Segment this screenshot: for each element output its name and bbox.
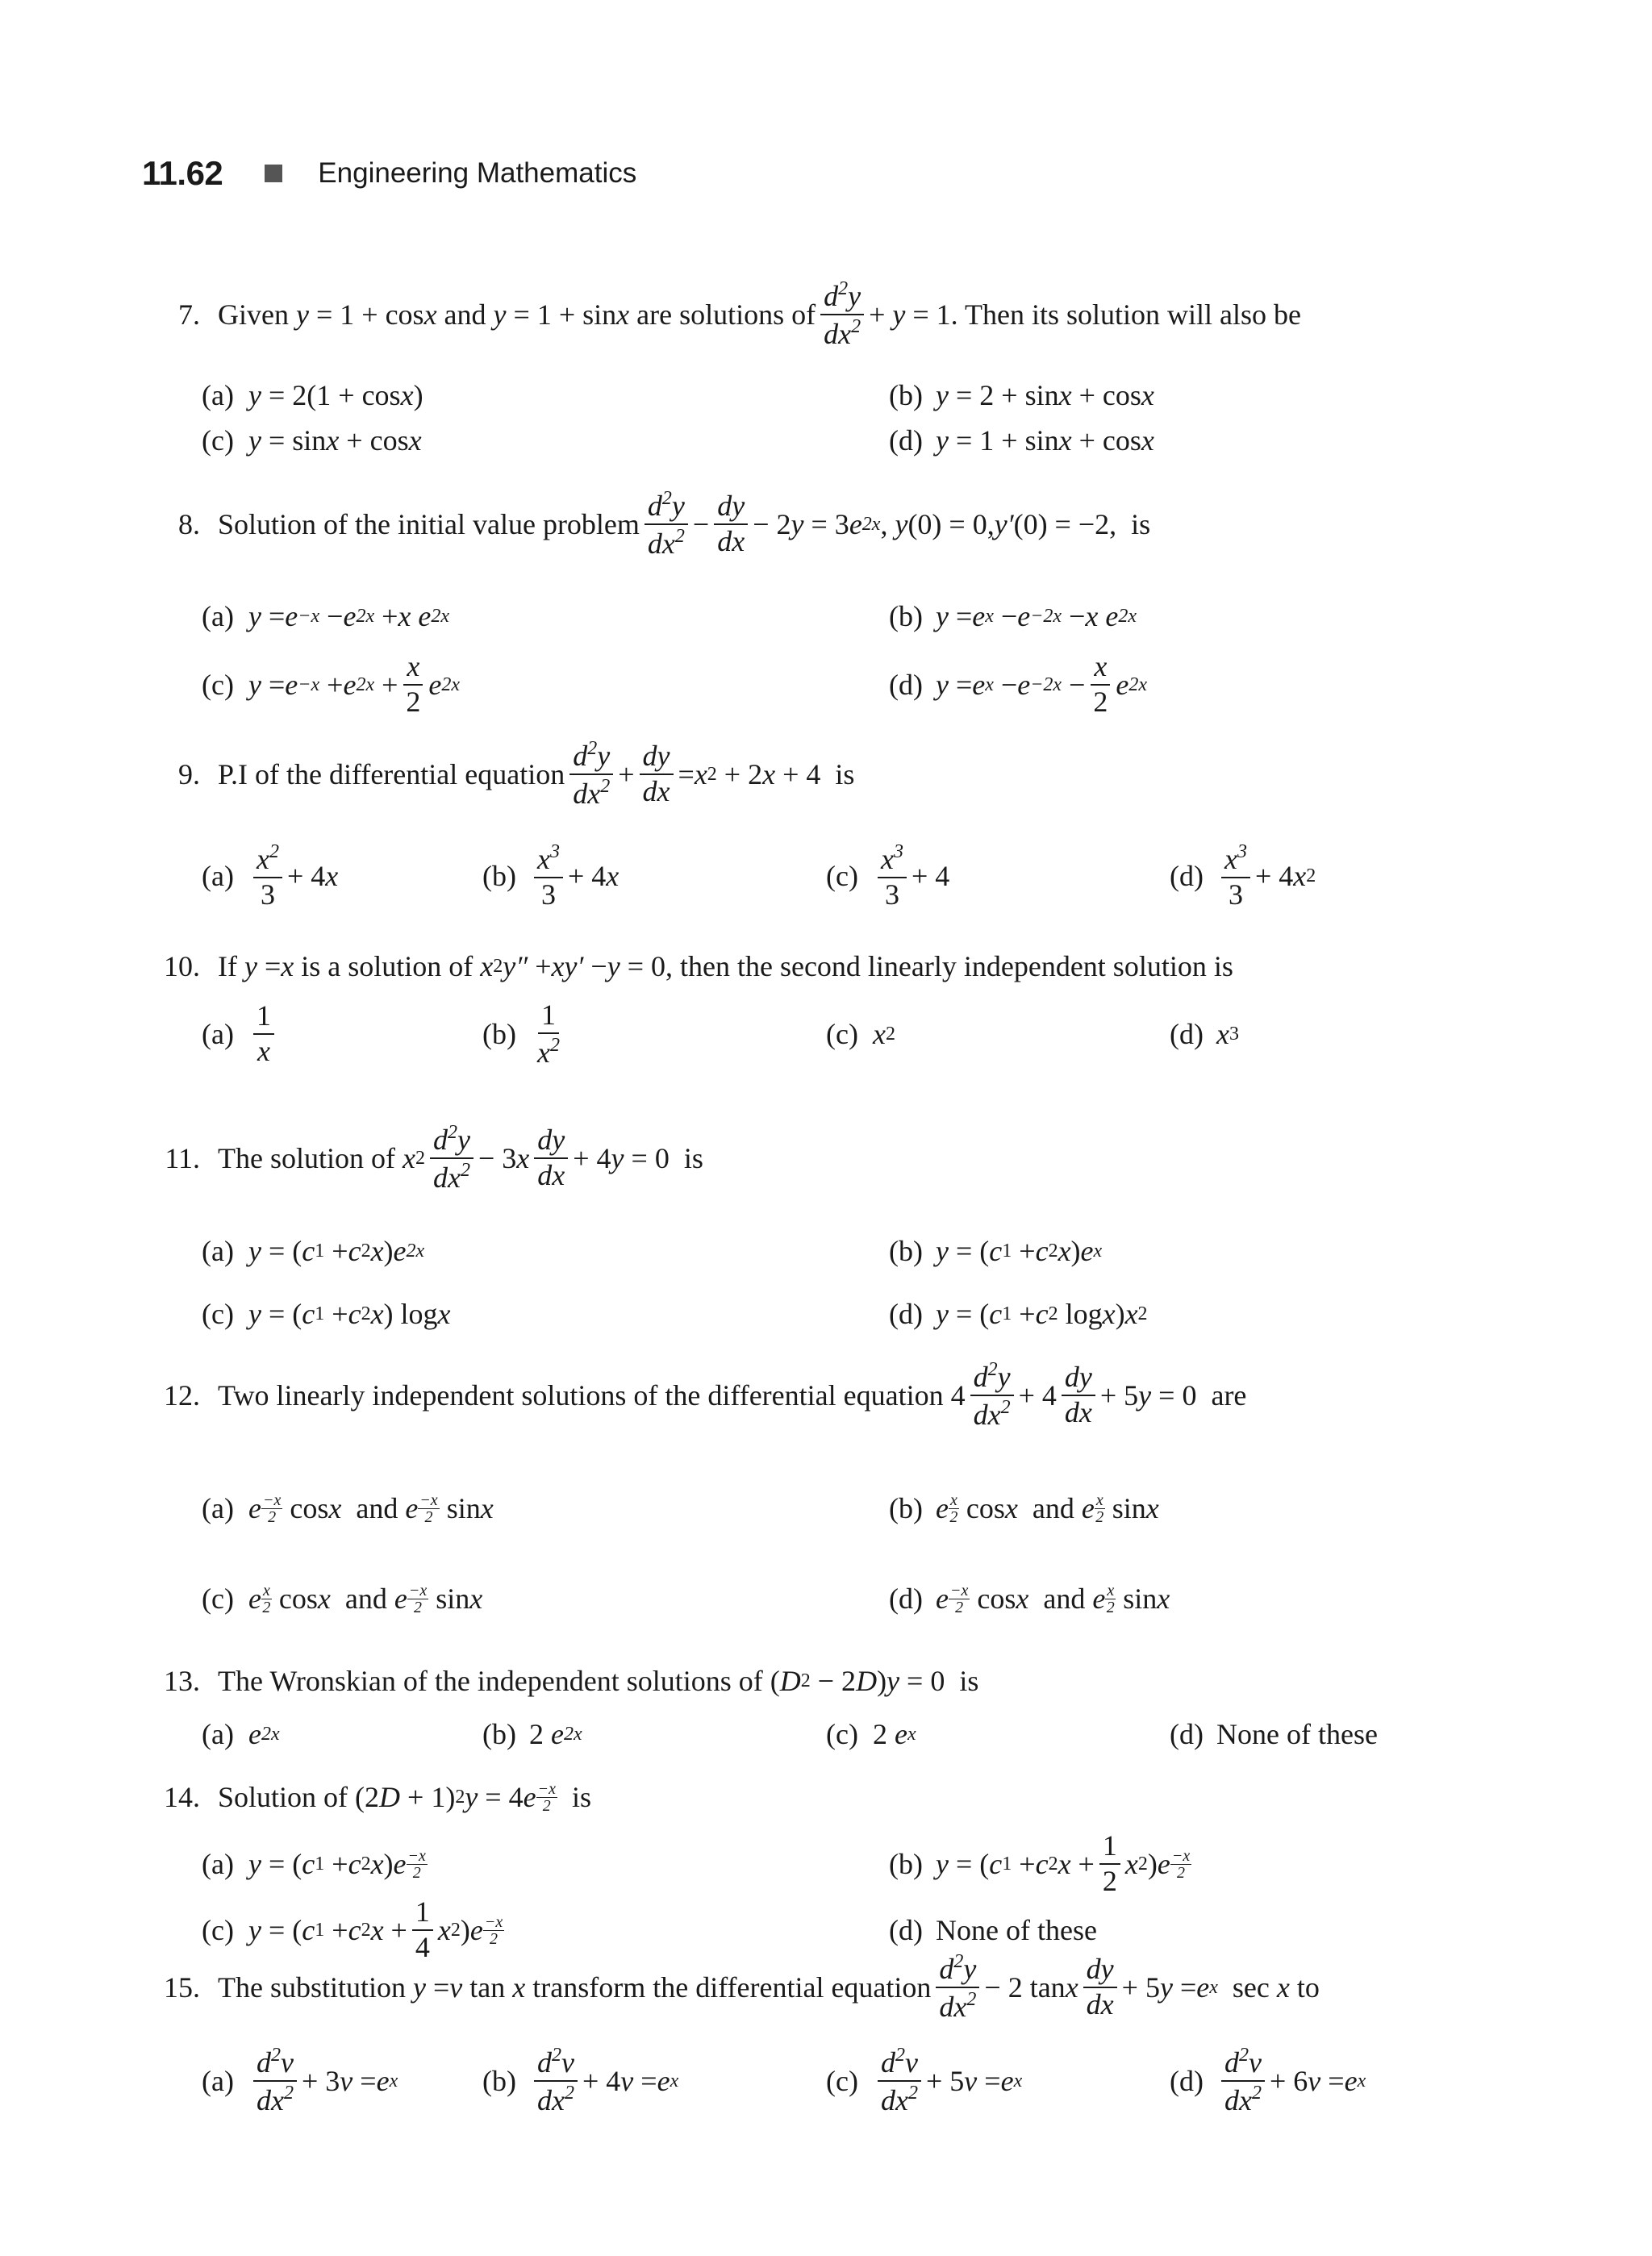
question-12 <box>139 1355 1510 1644</box>
option-a[interactable]: (a) y = 2(1 + cos x ) <box>202 379 423 411</box>
option-c[interactable]: (c) e x 2 cos x and e −x 2 sin x <box>202 1581 483 1616</box>
option-c[interactable]: (c) y = sin x + cos x <box>202 424 422 457</box>
option-d[interactable]: (d) y = e x − e −2x − $\frac{x}{2}$ e 2x <box>889 650 1148 718</box>
question-stem: 14. Solution of (2 D + 1) 2 y = 4 e −x 2 is <box>139 1766 1510 1828</box>
option-d[interactable]: (d) x 3 <box>1170 1018 1239 1050</box>
question-8 <box>139 484 1510 721</box>
option-a[interactable]: (a) e −x 2 cos x and e −x 2 sin x <box>202 1491 494 1526</box>
question-10 <box>139 944 1510 1073</box>
option-c[interactable]: (c) $\frac{d^2v}{dx^2}$ + 5 v = e x <box>826 2045 1023 2116</box>
options <box>139 1220 1510 1345</box>
option-b[interactable]: (b) $\frac{1}{x^2}$ <box>482 998 560 1069</box>
question-stem: 15. The substitution y = v tan x transform the differential equation $\frac{d^2y}{dx^2}$ − 2 tan x $\frac{dy}{dx}$ + 5 y = e x sec x to <box>139 1947 1510 2028</box>
option-b[interactable]: (b) $\frac{x^3}{3}$ + 4 x <box>482 840 620 911</box>
options <box>139 584 1510 721</box>
option-c[interactable]: (c) $\frac{x^3}{3}$ + 4 <box>826 840 950 911</box>
question-stem: 7. Given y = 1 + cos x and y = 1 + sin x are solutions of $\frac{d^2y}{dx^2}$ + y = 1. Then its solution will also be <box>139 274 1510 355</box>
options <box>139 836 1510 916</box>
option-c[interactable]: (c) y = ( c 1 + c 2 x ) log x <box>202 1298 451 1330</box>
option-d[interactable]: (d) None of these <box>1170 1718 1378 1750</box>
option-d[interactable]: (d) y = 1 + sin x + cos x <box>889 424 1154 457</box>
options <box>139 373 1510 463</box>
options <box>139 1712 1510 1757</box>
question-stem: 13. The Wronskian of the independent solutions of ( D 2 − 2 D ) y = 0 is <box>139 1658 1510 1703</box>
options <box>139 1463 1510 1644</box>
question-stem: 10. If y = x is a solution of x 2 y″ + xy′ − y = 0, then the second linearly independent solution is <box>139 944 1510 989</box>
question-number: 14. <box>164 1781 200 1813</box>
question-stem: 9. P.I of the differential equation $\frac{d^2y}{dx^2}$ + $\frac{dy}{dx}$ = x 2 + 2 x + 4 is <box>139 734 1510 815</box>
option-c[interactable]: (c) 2 e x <box>826 1718 916 1750</box>
option-a[interactable]: (a) $\frac{x^2}{3}$ + 4 x <box>202 840 339 911</box>
option-c[interactable]: (c) x 2 <box>826 1018 895 1050</box>
option-b[interactable]: (b) y = 2 + sin x + cos x <box>889 379 1154 411</box>
question-9 <box>139 734 1510 916</box>
question-stem: 11. The solution of x 2 $\frac{d^2y}{dx^2}$ − 3 x $\frac{dy}{dx}$ + 4 y = 0 is <box>139 1118 1510 1199</box>
page-header <box>142 145 636 202</box>
option-d[interactable]: (d) e −x 2 cos x and e x 2 sin x <box>889 1581 1170 1616</box>
option-b[interactable]: (b) y = e x − e −2x − x e 2x <box>889 600 1137 632</box>
options <box>139 1831 1510 1963</box>
question-number: 8. <box>178 508 200 540</box>
option-a[interactable]: (a) y = e −x − e 2x + x e 2x <box>202 600 450 632</box>
question-13 <box>139 1658 1510 1757</box>
question-number: 11. <box>165 1142 200 1174</box>
question-7 <box>139 274 1510 463</box>
options <box>139 2041 1510 2121</box>
option-c[interactable]: (c) y = ( c 1 + c 2 x + $\frac{1}{4}$ x 2 ) e −x 2 <box>202 1895 503 1963</box>
options <box>139 995 1510 1073</box>
book-title: Engineering Mathematics <box>318 157 637 189</box>
question-stem: 12. Two linearly independent solutions of the differential equation 4 $\frac{d^2y}{dx^2}$ + 4 $\frac{dy}{dx}$ + 5 y = 0 are <box>139 1355 1510 1436</box>
option-a[interactable]: (a) $\frac{1}{x}$ <box>139 995 482 1073</box>
page-number: 11.62 <box>142 154 223 192</box>
question-number: 13. <box>164 1665 200 1697</box>
question-stem: 8. Solution of the initial value problem $\frac{d^2y}{dx^2}$ − $\frac{dy}{dx}$ − 2 y = 3 e 2x , y (0) = 0, y′ (0) = −2, is <box>139 484 1510 565</box>
option-c[interactable]: (c) y = e −x + e 2x + $\frac{x}{2}$ e 2x <box>202 650 461 718</box>
option-b[interactable]: (b) $\frac{d^2v}{dx^2}$ + 4 v = e x <box>482 2045 679 2116</box>
option-a[interactable]: (a) $\frac{d^2v}{dx^2}$ + 3 v = e x <box>202 2045 398 2116</box>
question-15 <box>139 1947 1510 2121</box>
question-number: 15. <box>164 1971 200 2004</box>
option-b[interactable]: (b) 2 e 2x <box>482 1718 582 1750</box>
question-number: 9. <box>178 758 200 790</box>
question-number: 12. <box>164 1379 200 1412</box>
option-d[interactable]: (d) None of these <box>889 1914 1097 1946</box>
question-number: 7. <box>178 298 200 331</box>
option-a[interactable]: (a) e 2x <box>202 1718 280 1750</box>
option-d[interactable]: (d) $\frac{d^2v}{dx^2}$ + 6 v = e x <box>1170 2045 1366 2116</box>
question-14 <box>139 1766 1510 1963</box>
question-number: 10. <box>164 950 200 982</box>
option-b[interactable]: (b) y = ( c 1 + c 2 x + $\frac{1}{2}$ x 2 ) e −x 2 <box>889 1829 1191 1897</box>
option-d[interactable]: (d) y = ( c 1 + c 2 log x ) x 2 <box>889 1298 1148 1330</box>
option-a[interactable]: (a) y = ( c 1 + c 2 x ) e −x 2 <box>202 1846 426 1882</box>
option-b[interactable]: (b) e x 2 cos x and e x 2 sin x <box>889 1491 1159 1526</box>
square-bullet-icon <box>265 165 282 182</box>
option-b[interactable]: (b) y = ( c 1 + c 2 x ) e x <box>889 1235 1103 1267</box>
option-d[interactable]: (d) $\frac{x^3}{3}$ + 4 x 2 <box>1170 840 1316 911</box>
option-a[interactable]: (a) y = ( c 1 + c 2 x ) e 2x <box>202 1235 425 1267</box>
question-11 <box>139 1118 1510 1345</box>
